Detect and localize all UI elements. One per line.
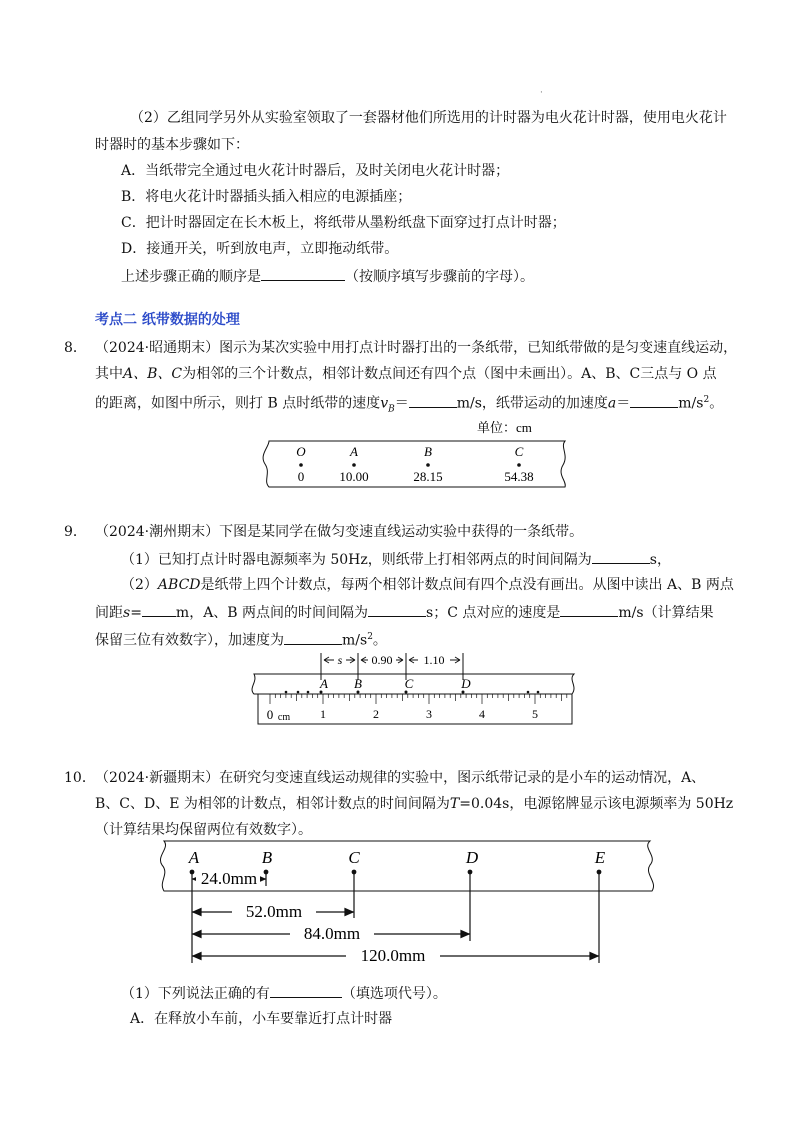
q10-point-c: C bbox=[348, 848, 360, 867]
q9-p1-pre: （1）已知打点计时器电源频率为 50Hz，则纸带上打相邻两点的时间间隔为 bbox=[121, 552, 592, 568]
q8-line2-post: 为相邻的三个计数点，相邻计数点间还有四个点（图中未画出）。A、B、C三点与 O 点 bbox=[182, 366, 717, 382]
q10-point-d: D bbox=[465, 848, 479, 867]
q9-scale-2: 2 bbox=[373, 707, 379, 721]
q9-part1 bbox=[121, 548, 671, 570]
q9-point-c: C bbox=[404, 676, 414, 691]
q9-p2b-m: m，A、B 两点间的时间间隔为 bbox=[175, 605, 369, 621]
q10-line2 bbox=[95, 794, 733, 814]
q10-line2-t: T bbox=[449, 796, 460, 812]
q10-option-a: A．在释放小车前，小车要靠近打点计时器 bbox=[130, 1011, 393, 1027]
q9-line1: （2024·潮州期末）下图是某同学在做匀变速直线运动实验中获得的一条纸带。 bbox=[95, 524, 584, 540]
q10-point-b: B bbox=[261, 848, 273, 867]
point-label-c: C bbox=[514, 444, 524, 459]
q9-ruler-figure bbox=[246, 650, 586, 728]
q8-unit1: m/s，纸带运动的加速度 bbox=[456, 395, 608, 412]
q8-line3-pre: 的距离，如图中所示，则打 B 点时纸带的速度 bbox=[95, 395, 381, 412]
point-label-b: B bbox=[424, 444, 432, 459]
q8-line2-pre: 其中 bbox=[95, 366, 123, 382]
answer-blank[interactable] bbox=[409, 392, 457, 408]
q10-line2-post: =0.04s，电源铭牌显示该电源频率为 50Hz bbox=[459, 796, 734, 812]
q10-part1 bbox=[121, 982, 447, 1004]
q9-p2b-s: s bbox=[123, 605, 131, 621]
q8-vb-sub: B bbox=[388, 404, 395, 415]
q9-p2c-sup: 2 bbox=[367, 632, 373, 642]
answer-blank[interactable] bbox=[592, 548, 650, 564]
sec2-step-b: B．将电火花计时器插头插入相应的电源插座； bbox=[121, 189, 412, 205]
q9-scale-5: 5 bbox=[532, 707, 538, 721]
q9-point-b: B bbox=[354, 676, 362, 691]
q9-point-d: D bbox=[461, 676, 471, 691]
q9-scale-4: 4 bbox=[479, 707, 485, 721]
q10-number: 10． bbox=[64, 770, 96, 786]
q8-line2-letters: A、B、C bbox=[123, 366, 183, 382]
sec2-step-a: A．当纸带完全通过电火花计时器后，及时关闭电火花计时器； bbox=[121, 163, 510, 179]
q9-p2b-ms: m/s（计算结果 bbox=[618, 605, 714, 621]
q9-dim-2: 1.10 bbox=[423, 653, 445, 667]
point-value-c: 54.38 bbox=[504, 469, 534, 484]
point-dot-a bbox=[352, 463, 356, 467]
q10-dim-3: 84.0mm bbox=[303, 924, 361, 943]
sec2-step-d: D．接通开关，听到放电声，立即拖动纸带。 bbox=[121, 241, 399, 257]
q8-line2 bbox=[95, 364, 717, 384]
answer-blank[interactable] bbox=[368, 601, 426, 617]
section-heading: 考点二 纸带数据的处理 bbox=[95, 312, 240, 328]
answer-blank[interactable] bbox=[560, 601, 618, 617]
q8-number: 8． bbox=[64, 340, 87, 356]
sec2-order bbox=[121, 265, 534, 287]
answer-blank[interactable] bbox=[261, 265, 345, 281]
q9-p2c-end: 。 bbox=[372, 632, 387, 649]
q10-line3: （计算结果均保留两位有效数字）。 bbox=[95, 822, 312, 838]
point-dot-b bbox=[426, 463, 430, 467]
q9-part2 bbox=[121, 575, 734, 595]
q9-p2-pre: （2） bbox=[121, 577, 158, 593]
answer-blank[interactable] bbox=[630, 392, 678, 408]
q8-unit2-sup: 2 bbox=[703, 395, 710, 405]
q9-p2b-s2: s；C 点对应的速度是 bbox=[426, 605, 561, 621]
q9-scale-3: 3 bbox=[426, 707, 432, 721]
q9-scale-0: 0 bbox=[266, 707, 274, 722]
point-value-a: 10.00 bbox=[339, 469, 369, 484]
sec2-order-post: （按顺序填写步骤前的字母）。 bbox=[345, 269, 534, 285]
q8-line1: （2024·昭通期末）图示为某次实验中用打点计时器打出的一条纸带，已知纸带做的是匀变速直线运动， bbox=[95, 340, 738, 356]
q10-p1-post: （填选项代号）。 bbox=[341, 986, 447, 1002]
q10-line1: （2024·新疆期末）在研究匀变速直线运动规律的实验中，图示纸带记录的是小车的运动情况，A、 bbox=[95, 770, 706, 786]
answer-blank[interactable] bbox=[270, 982, 342, 998]
q10-dim-2: 52.0mm bbox=[245, 902, 303, 921]
q8-tape-figure bbox=[255, 415, 580, 493]
q9-p2b-eq: = bbox=[130, 605, 142, 621]
q9-scale-1: 1 bbox=[320, 707, 326, 721]
answer-blank[interactable] bbox=[142, 601, 176, 617]
q8-unit2-end: 。 bbox=[709, 395, 724, 412]
point-dot-o bbox=[299, 463, 303, 467]
q9-dim-s: s bbox=[337, 653, 343, 667]
q10-line2-pre: B、C、D、E 为相邻的计数点，相邻计数点的时间间隔为 bbox=[95, 796, 450, 812]
q9-p2b-pre: 间距 bbox=[95, 605, 123, 621]
point-label-o: O bbox=[296, 444, 306, 459]
q10-tape-figure bbox=[150, 838, 680, 973]
q10-point-a: A bbox=[188, 848, 200, 867]
q8-unit2: m/s bbox=[678, 395, 704, 412]
q9-scale-unit: cm bbox=[277, 712, 291, 723]
q9-p2-post: 是纸带上四个计数点，每两个相邻计数点间有四个点没有画出。从图中读出 A、B 两点 bbox=[200, 577, 734, 593]
q9-number: 9． bbox=[64, 524, 87, 540]
q9-dim-1: 0.90 bbox=[371, 653, 393, 667]
answer-blank[interactable] bbox=[284, 629, 342, 645]
q8-eq: ＝ bbox=[394, 395, 409, 412]
q10-point-e: E bbox=[594, 848, 606, 867]
q10-dim-1: 24.0mm bbox=[200, 869, 258, 888]
point-value-o: 0 bbox=[297, 469, 305, 484]
q9-p2-abcd: ABCD bbox=[157, 577, 201, 593]
q9-ruler-ticks bbox=[270, 694, 567, 704]
q9-p1-post: s， bbox=[649, 552, 671, 568]
point-dot-c bbox=[517, 463, 521, 467]
q9-part2c bbox=[95, 627, 387, 651]
point-label-a: A bbox=[350, 444, 358, 459]
q8-eq2: ＝ bbox=[616, 395, 631, 412]
q9-part2b bbox=[95, 601, 714, 623]
q8-vb: v bbox=[380, 395, 389, 412]
q8-unit-label: 单位：cm bbox=[477, 420, 532, 435]
point-value-b: 28.15 bbox=[413, 469, 443, 484]
sec2-line1: （2）乙组同学另外从实验室领取了一套器材他们所选用的计时器为电火花计时器，使用电火花计 bbox=[130, 110, 727, 126]
q9-p2c-unit: m/s bbox=[342, 632, 368, 649]
q8-a: a bbox=[607, 395, 617, 412]
q9-p2c-pre: 保留三位有效数字），加速度为 bbox=[95, 632, 284, 649]
q9-point-a: A bbox=[320, 676, 328, 691]
sec2-line2: 时器时的基本步骤如下： bbox=[95, 137, 249, 153]
sec2-step-c: C．把计时器固定在长木板上，将纸带从墨粉纸盘下面穿过打点计时器； bbox=[121, 215, 566, 231]
q10-p1-pre: （1）下列说法正确的有 bbox=[121, 986, 270, 1002]
q9-ruler-body bbox=[258, 694, 572, 724]
page-mark: · bbox=[540, 88, 543, 98]
q10-dim-4: 120.0mm bbox=[360, 946, 426, 965]
sec2-order-pre: 上述步骤正确的顺序是 bbox=[121, 269, 261, 285]
